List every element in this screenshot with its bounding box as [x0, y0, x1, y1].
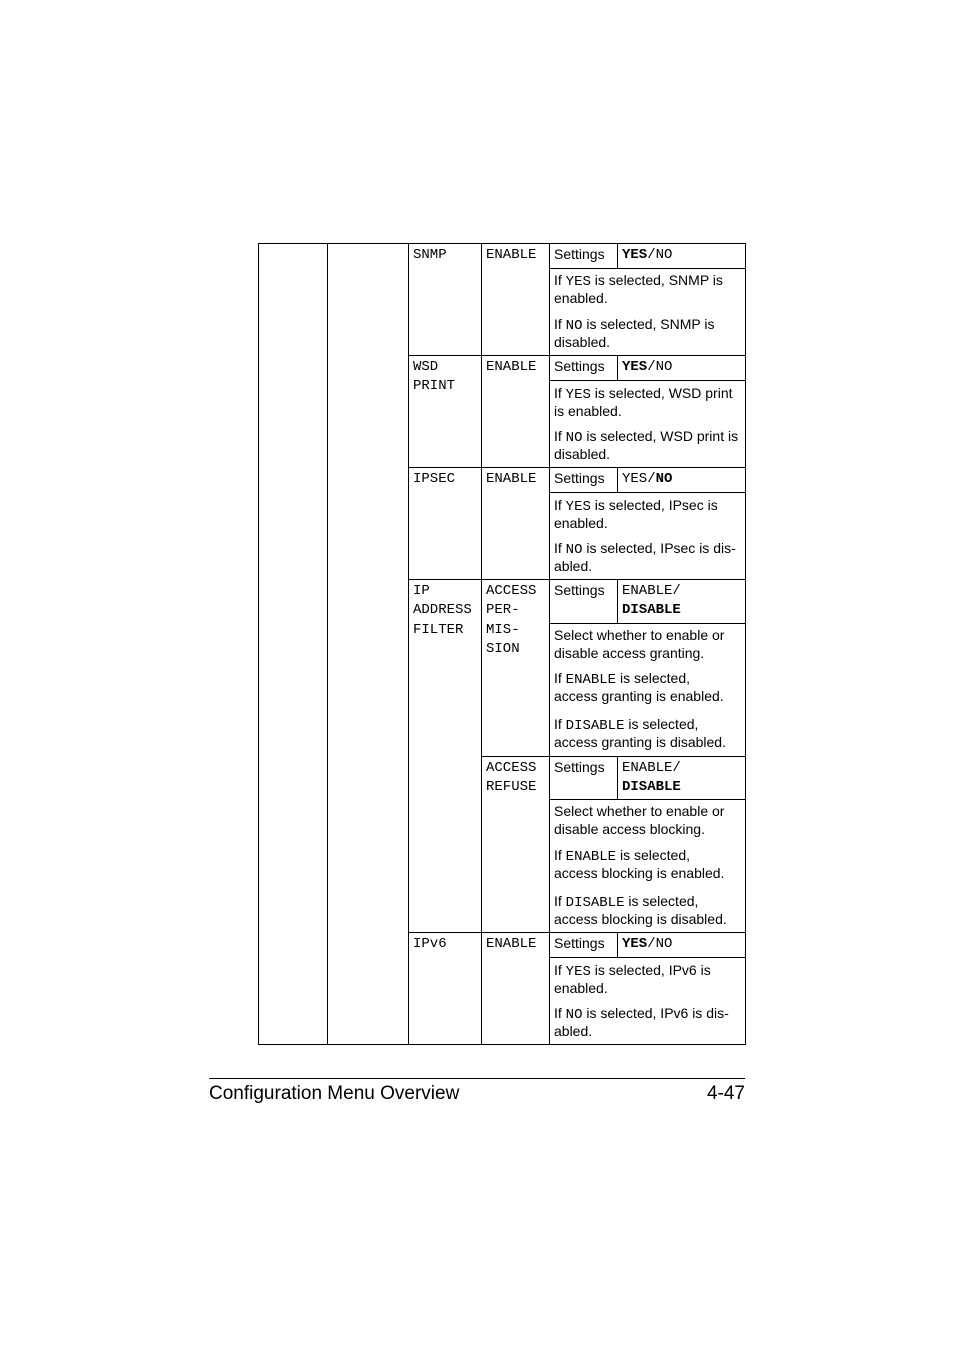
- submenu-item-label: ENABLE: [486, 247, 537, 263]
- desc-prefix: If: [554, 385, 566, 401]
- desc-code: YES: [565, 274, 591, 290]
- desc-suffix: is selected, IPv6 is dis-: [582, 1005, 729, 1021]
- submenu-item-label: MIS-: [486, 621, 520, 638]
- desc-prefix: If: [554, 847, 566, 863]
- description-text: enabled.: [554, 515, 608, 531]
- description-text: [554, 1004, 729, 1024]
- menu-item-label: WSD: [413, 359, 439, 375]
- desc-code: YES: [565, 499, 591, 515]
- desc-code: NO: [565, 1007, 583, 1023]
- description-text: [554, 539, 736, 559]
- description-text: disabled.: [554, 334, 611, 350]
- desc-prefix: If: [554, 962, 566, 978]
- submenu-item-label: ACCESS: [486, 583, 537, 599]
- description-text: access blocking is disabled.: [554, 911, 727, 927]
- desc-prefix: If: [554, 540, 566, 556]
- menu-item-label: PRINT: [413, 378, 456, 395]
- desc-suffix: is selected, SNMP is: [582, 316, 715, 332]
- desc-prefix: If: [554, 1005, 566, 1021]
- description-text: [554, 715, 698, 735]
- settings-value: ENABLE/: [622, 760, 681, 776]
- menu-item-label: SNMP: [413, 247, 447, 263]
- description-text: Select whether to enable or: [554, 803, 725, 819]
- description-text: disabled.: [554, 446, 611, 462]
- description-text: access granting is disabled.: [554, 734, 726, 750]
- settings-value-after: /NO: [647, 247, 673, 263]
- settings-value-default: NO: [655, 471, 673, 487]
- description-text: Select whether to enable or: [554, 627, 725, 643]
- submenu-item-label: REFUSE: [486, 779, 537, 796]
- menu-item-label: IP: [413, 583, 430, 599]
- desc-prefix: If: [554, 716, 566, 732]
- menu-item-label: IPv6: [413, 936, 447, 952]
- submenu-item-label: ENABLE: [486, 936, 537, 952]
- settings-values: [622, 358, 672, 377]
- settings-label: Settings: [554, 935, 605, 951]
- settings-value: ENABLE/: [622, 583, 681, 599]
- description-text: is enabled.: [554, 403, 622, 419]
- desc-code: DISABLE: [565, 895, 625, 911]
- description-text: [554, 846, 690, 866]
- menu-item-label: IPSEC: [413, 471, 456, 487]
- submenu-item-label: ENABLE: [486, 471, 537, 487]
- desc-code: ENABLE: [565, 672, 617, 688]
- footer-rule: [209, 1078, 745, 1079]
- desc-suffix: is selected, IPv6 is: [590, 962, 711, 978]
- footer-title: Configuration Menu Overview: [209, 1083, 460, 1104]
- description-text: disable access granting.: [554, 645, 705, 661]
- desc-suffix: is selected, SNMP is: [590, 272, 723, 288]
- desc-code: YES: [565, 964, 591, 980]
- submenu-item-label: PER-: [486, 602, 520, 619]
- desc-code: ENABLE: [565, 849, 617, 865]
- desc-suffix: is selected,: [616, 847, 691, 863]
- submenu-item-label: ENABLE: [486, 359, 537, 375]
- menu-item-label: FILTER: [413, 621, 464, 638]
- desc-prefix: If: [554, 670, 566, 686]
- description-text: [554, 384, 733, 404]
- desc-suffix: is selected,: [616, 670, 691, 686]
- settings-value-default: DISABLE: [622, 779, 681, 795]
- settings-label: Settings: [554, 358, 605, 374]
- description-text: enabled.: [554, 290, 608, 306]
- settings-value-default: YES: [622, 359, 648, 375]
- desc-code: DISABLE: [565, 718, 625, 734]
- desc-prefix: If: [554, 316, 566, 332]
- settings-values: [622, 246, 672, 265]
- description-text: [554, 427, 738, 447]
- desc-prefix: If: [554, 428, 566, 444]
- desc-prefix: If: [554, 272, 566, 288]
- settings-value-after: /NO: [647, 359, 673, 375]
- settings-value-default: DISABLE: [622, 602, 681, 618]
- desc-code: YES: [565, 387, 591, 403]
- settings-label: Settings: [554, 470, 605, 486]
- description-text: [554, 892, 698, 912]
- desc-suffix: is selected, IPsec is: [590, 497, 718, 513]
- settings-label: Settings: [554, 759, 605, 775]
- desc-code: NO: [565, 318, 583, 334]
- settings-value-default: YES: [622, 247, 648, 263]
- settings-value-before: YES/: [622, 471, 656, 487]
- submenu-item-label: SION: [486, 640, 520, 657]
- description-text: abled.: [554, 1023, 593, 1039]
- desc-suffix: is selected, WSD print is: [582, 428, 739, 444]
- description-text: access granting is enabled.: [554, 688, 724, 704]
- settings-values: [622, 470, 672, 489]
- settings-value-after: /NO: [647, 936, 673, 952]
- desc-prefix: If: [554, 497, 566, 513]
- submenu-item-label: ACCESS: [486, 760, 537, 776]
- description-text: [554, 271, 723, 291]
- settings-values: [622, 935, 672, 954]
- settings-label: Settings: [554, 582, 605, 598]
- description-text: [554, 961, 711, 981]
- desc-suffix: is selected,: [624, 893, 699, 909]
- description-text: abled.: [554, 558, 593, 574]
- description-text: [554, 315, 715, 335]
- settings-value-default: YES: [622, 936, 648, 952]
- desc-code: NO: [565, 542, 583, 558]
- page-number: 4-47: [706, 1083, 745, 1104]
- description-text: [554, 496, 718, 516]
- menu-item-label: ADDRESS: [413, 602, 472, 619]
- desc-prefix: If: [554, 893, 566, 909]
- desc-suffix: is selected, WSD print: [590, 385, 733, 401]
- settings-label: Settings: [554, 246, 605, 262]
- description-text: enabled.: [554, 980, 608, 996]
- description-text: disable access blocking.: [554, 821, 705, 837]
- desc-suffix: is selected, IPsec is dis-: [582, 540, 736, 556]
- description-text: access blocking is enabled.: [554, 865, 725, 881]
- desc-code: NO: [565, 430, 583, 446]
- desc-suffix: is selected,: [624, 716, 699, 732]
- description-text: [554, 669, 690, 689]
